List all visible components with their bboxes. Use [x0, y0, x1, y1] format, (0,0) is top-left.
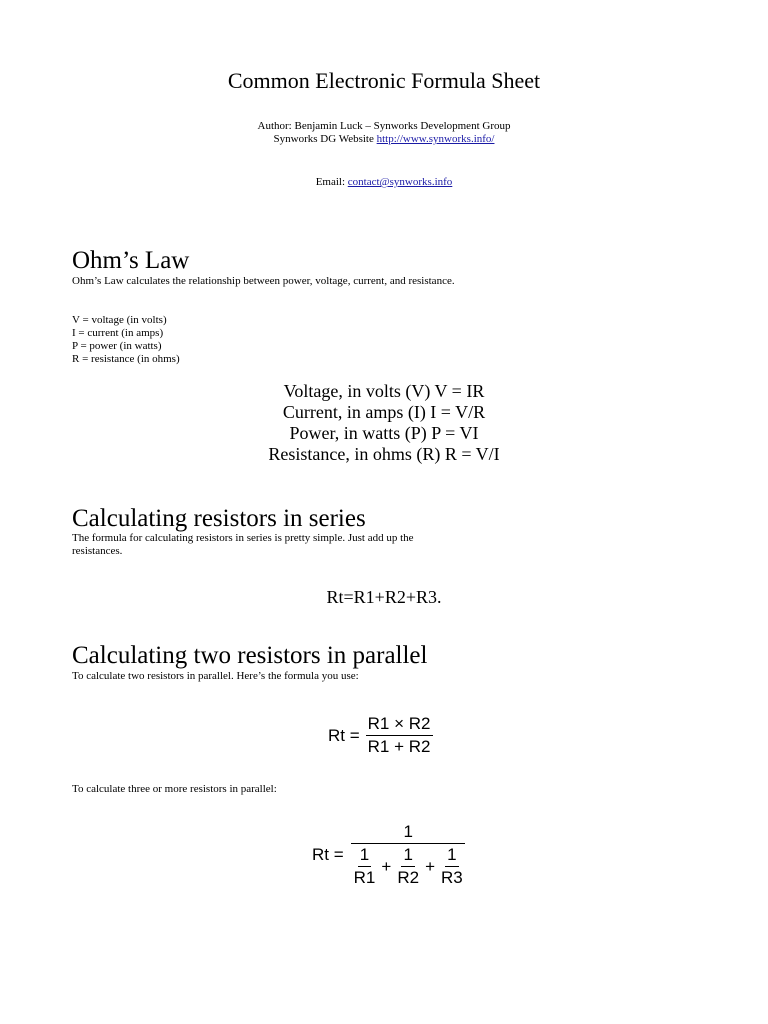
outer-numerator: 1: [351, 822, 465, 844]
formula-lhs: Rt =: [328, 725, 360, 745]
plus-sign: +: [381, 856, 392, 876]
formula-power: Power, in watts (P) P = VI: [289, 423, 479, 443]
author-line: Author: Benjamin Luck – Synworks Development Group: [257, 120, 511, 132]
website-label: Synworks DG Website: [273, 133, 377, 145]
ohms-law-heading: Ohm’s Law: [72, 247, 190, 274]
fraction-r2-numerator: 1: [401, 845, 414, 867]
outer-denominator: [350, 844, 467, 888]
website-line: [0, 133, 768, 146]
fraction-r2: [395, 845, 421, 888]
definition-resistance: R = resistance (in ohms): [72, 353, 180, 365]
ohms-law-definitions: [72, 314, 462, 366]
series-heading: Calculating resistors in series: [72, 505, 366, 532]
parallel-description: To calculate two resistors in parallel. Here’s the formula you use:: [72, 670, 359, 682]
fraction-r1: [352, 845, 378, 888]
ohms-law-description: Ohm’s Law calculates the relationship between power, voltage, current, and resistance.: [72, 275, 455, 287]
formula-resistance: Resistance, in ohms (R) R = V/I: [268, 444, 500, 464]
fraction-r2-denominator: R2: [397, 868, 420, 887]
fraction-r3-denominator: R3: [441, 868, 463, 887]
website-link[interactable]: http://www.synworks.info/: [376, 133, 495, 145]
fraction-r3: [439, 845, 465, 888]
definition-voltage: V = voltage (in volts): [72, 314, 167, 326]
email-label: Email:: [315, 176, 348, 188]
formula-current: Current, in amps (I) I = V/R: [282, 402, 486, 422]
definition-current: I = current (in amps): [72, 327, 164, 339]
two-parallel-formula: [328, 714, 433, 757]
parallel-heading: Calculating two resistors in parallel: [72, 642, 428, 669]
email-line: [0, 176, 768, 189]
author-block: [0, 120, 768, 146]
formula-lhs: Rt =: [312, 845, 344, 864]
fraction-denominator: R1 + R2: [367, 737, 431, 756]
definition-power: P = power (in watts): [72, 340, 162, 352]
fraction: [366, 714, 433, 757]
three-parallel-formula: [312, 822, 467, 888]
fraction-r1-denominator: R1: [353, 868, 376, 887]
plus-sign: +: [425, 856, 435, 876]
ohms-law-formulas: [0, 381, 768, 465]
email-link[interactable]: contact@synworks.info: [347, 176, 453, 188]
series-description: The formula for calculating resistors in series is pretty simple. Just add up the resistances.: [72, 532, 414, 557]
outer-fraction: [350, 822, 467, 888]
three-parallel-description: To calculate three or more resistors in parallel:: [72, 783, 277, 795]
fraction-numerator: R1 × R2: [366, 714, 433, 736]
fraction-r1-numerator: 1: [358, 845, 371, 867]
document-title: Common Electronic Formula Sheet: [227, 68, 541, 93]
fraction-r3-numerator: 1: [445, 845, 458, 867]
series-formula: Rt=R1+R2+R3.: [326, 587, 442, 607]
formula-voltage: Voltage, in volts (V) V = IR: [283, 381, 485, 401]
